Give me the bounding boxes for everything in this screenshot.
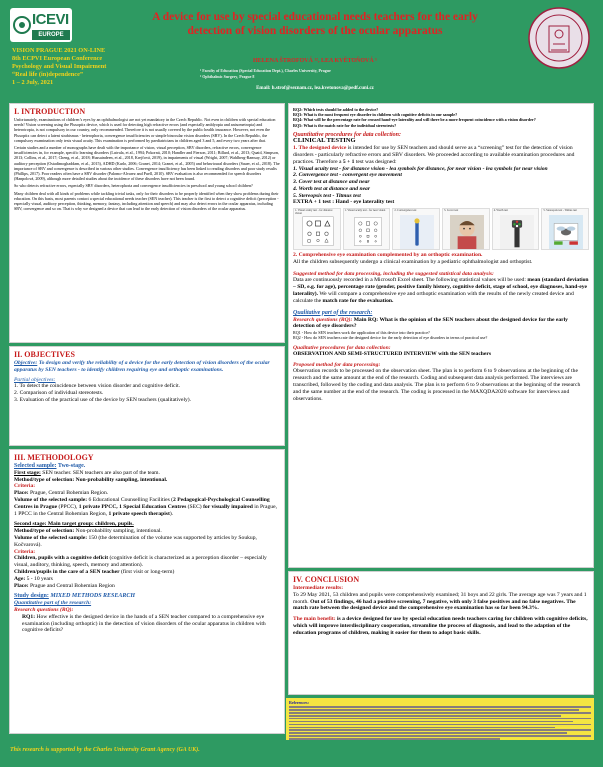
footer-funding: This research is supported by the Charles University Grant Agency (GA UK).: [10, 747, 200, 753]
volume-bold: 2 Pedagogical-Psychological Counselling Centres in Prague: [14, 496, 270, 510]
pen-fixation-target-icon: [397, 215, 437, 249]
methods-heading: Quantitative procedures for data collection:: [293, 131, 401, 138]
reference-line: [289, 706, 591, 708]
conf-line: “Real life (in)dependence”: [12, 71, 84, 78]
reference-line: [289, 724, 591, 726]
poster-title: A device for use by special educational needs teachers for the early detection of vision disorders of the ocular apparatus: [152, 11, 478, 37]
extra-test: EXTRA + 1 test : Hand - eye laterality test: [293, 199, 395, 206]
volume-bold2: 1 private PPCC, 1 Special Education Centres: [78, 503, 187, 510]
image-caption: 4. Worth test: [493, 209, 508, 213]
qual-methods-heading: Qualitative procedures for data collection:: [293, 344, 391, 351]
qual-rq2: RQ2 - How do SEN teachers rate the designed device for the early detection of eye disorders in terms of practical use?: [293, 335, 488, 341]
test-item: 3. Cover test at distance and near: [293, 179, 370, 186]
poster-header: [0, 0, 603, 100]
reference-line: [289, 732, 567, 734]
observation-label: OBSERVATION AND SEMI-STRUCTURED INTERVIEW with the SEN teachers: [293, 351, 492, 358]
comp-exam-text: All the children subsequently undergo a clinical examination by a pediatric ophthalmologist and orthoptist.: [293, 259, 533, 266]
rq4: RQ4: What will be the percentage rate for crossed hand-eye laterality and will there be a more frequent coincidence with a vision disorder?: [293, 117, 536, 123]
intermediate-p1: To 29 May 2021, 53 children and pupils were comprehensively examined; 31 boys and 22 girls. The average age was 7 years and 1 month.: [293, 591, 587, 605]
care-label: Children/pupils in the care of a SEN teacher: [14, 568, 120, 575]
lea-near-card-icon: [348, 215, 388, 249]
selected-sample-label: Selected sample:: [14, 463, 57, 469]
image-stereopsis-test: [541, 208, 589, 250]
conference-info: [12, 47, 137, 87]
volume-bold3: for visually impaired: [203, 503, 253, 510]
reference-line: [289, 729, 591, 731]
device-bold: 5 + 1: [342, 158, 355, 165]
partial-objectives-label: Partial objectives:: [14, 376, 56, 383]
affiliations: [200, 68, 460, 79]
suggested-bold: mean (standard deviation – SD, e.g. for age), percentage rate (gender, positive family history, cognitive deficit, stage of school, eye diagnoses, hand-eye laterality).: [293, 277, 589, 297]
main-benefit-text: is a device designed for use by special education needs teachers caring for children with cognitive deficits, which will improve interdisciplinary cooperation, streamline the process of diagnosis, and lead to the adaption of the education programs of children, making it easier for them to adopt basic skills.: [293, 616, 588, 636]
place-value: Prague, Central Bohemian Region.: [28, 490, 109, 497]
volume-mid: (PPCC),: [57, 503, 79, 510]
image-caption: 5. Stereopsis test - Titmus test: [543, 209, 577, 213]
device-text: is intended for use by SEN teachers and should serve as a “screening” test for the detection of vision disorders - particularly refractive errors and SBV disorders. We proceeded according to available examination procedures and practices. Therefore a: [293, 145, 575, 165]
volume-value: 6 Educational Counselling Facilities (: [87, 496, 174, 503]
age-label: Age:: [14, 575, 26, 582]
children-label: Children, pupils with a cognitive deficit: [14, 555, 109, 562]
partial-objective: 3. Evaluation of the practical use of the device by SEN teachers (qualitatively).: [14, 396, 192, 403]
introduction-section: [9, 103, 285, 343]
device-label: The designed device: [298, 145, 347, 152]
partial-objective: 2. Comparison of individual stereotests.: [14, 390, 104, 397]
rq1-label: RQ1:: [22, 613, 36, 620]
rq2: RQ2: Which tests should be added to the device?: [293, 107, 379, 112]
proposed-text: Observation records to be processed on the observation sheet. The plan is to perform 6 to 9 observations at the beginning of the research and the same amount at the end of the research. Coding and subsequent data analysis performed. The interviews are transcribed, followed by the coding and data analysis. The plan is to perform 6 to 9 observations at the beginning of the research and the same number at the end of the research. The coding is processed in the MAXQDA2020 software for interviews and observations.: [293, 368, 581, 402]
clinical-testing: CLINICAL TESTING: [293, 137, 356, 145]
quant-label: Quantitative part of the research:: [14, 600, 92, 607]
volume-end3: ).: [169, 510, 174, 517]
volume-end2: in Prague, 1 PPCC in the Central Bohemian Region,: [14, 503, 277, 517]
children-value: (cognitive deficit is characterized as a perception disorder – especially visual, auditory, thinking, speech, memory and attention).: [14, 555, 267, 569]
image-visual-acuity-distance: [293, 208, 341, 250]
image-worth-test: [492, 208, 540, 250]
test-item: 2. Convergence test - convergent eye movement: [293, 172, 402, 179]
affiliation-2: ² Ophthalmic Surgery, Prague 8: [200, 73, 255, 79]
first-stage-label: First stage:: [14, 469, 41, 476]
authors: HELENA ŠTROFOVÁ ¹², LEA KVĚTOŇOVÁ ¹: [253, 58, 377, 64]
rq1-value: How effective is the designed device in the hands of a SEN teacher compared to a comprehensive eye examination (including orthoptic) in the detection of vision disorders of the ocular apparatus in children with cognitive deficits?: [22, 613, 266, 634]
reference-line: [289, 718, 591, 720]
suggested-p1: Data are continuously recorded in a Microsoft Excel sheet. The following statistical values will be used:: [293, 277, 528, 284]
conclusion-heading: IV. CONCLUSION: [293, 575, 360, 584]
methodology-section: [9, 449, 285, 734]
reference-line: [289, 715, 561, 717]
university-seal-icon: [527, 6, 591, 70]
suggested-bold2: match rate for the evaluation.: [322, 297, 394, 304]
image-caption: 3. Cover test: [444, 209, 459, 213]
reference-line: [289, 709, 579, 711]
reference-line: [289, 721, 573, 723]
worth-four-dot-flashlight-icon: [497, 215, 537, 249]
study-design-value: MIXED METHODS RESEARCH: [48, 593, 136, 600]
device-end: test was designed:: [354, 158, 397, 165]
second-volume-value: 150 (the determination of the volume was supported by articles by Soukup, Kočvarová).: [14, 534, 257, 548]
methods-continued-section: [288, 103, 594, 568]
reference-line: [289, 738, 500, 740]
care-value: (first visit or long-term): [119, 568, 175, 575]
references-section: [286, 698, 594, 740]
device-num: 1.: [293, 145, 299, 152]
reference-line: [289, 712, 591, 714]
image-cover-test: [442, 208, 490, 250]
main-benefit-label: The main benefit:: [293, 616, 336, 623]
rq5: RQ5: What is the match rate for the individual stereotests?: [293, 122, 397, 128]
volume-end: (SEC): [186, 503, 204, 510]
objectives-section: [9, 346, 285, 446]
intro-paragraph: Certain studies and a number of monographs have dealt with the importance of vision, visual perception, SBV disorders, refractive errors, convergence insufficiencies in, for example, specific learning disorders (Latvala, et al., 1994; Pokorná, 2010; Handler and Fierson, 2011; Billard, et al., 2013; Quaid, Simpson, 2013; Collins, et al., 2017; Cheng, et al., 2018; Hussaindeen, et al., 2018, Krejčová, 2019), in impairments of visual (Wright, 2007; Wahlberg-Ramsay, 2012) or auditory perception (Ostadimoghaddam, et al., 2015), ADHD (Karlo, 2006; Granet, 2014; Granet, et al., 2005) and behavioural disorders (Sauer, et al., 2018). The importance of SBV and convergence is described in various other studies. Convergence insufficiency has been linked to reading disorders and poor study results (Phillips, 2017). Poor readers often have a SBV disorder (Palomo-Alvarez and Puell, 2010). SBV evaluation is also recommended for speech disorders (Hanpolová, 2009), although more detailed studies about the incidence of these disorders have not been found.: [14, 145, 280, 182]
suggested-p2: We will compare a comprehensive eye and orthoptic examination with the results of the newly created device and calculate the: [293, 290, 574, 304]
place2-label: Place:: [14, 582, 29, 589]
conf-line: VISION PRAGUE 2021 ON-LINE: [12, 47, 106, 54]
test-images: [293, 208, 589, 250]
study-design-label: Study design:: [14, 593, 49, 600]
first-stage-value: SEN teacher. SEN teachers are also part of the team.: [40, 469, 160, 476]
conf-line: 1 – 2 July, 2021: [12, 79, 54, 86]
image-convergence-test: [392, 208, 440, 250]
second-method-value: Non-probability sampling, intentional.: [74, 528, 162, 535]
rq3: RQ3: What is the most frequent eye disorder in children with cognitive deficits in our sample?: [293, 112, 458, 118]
logo-text: ICEVI: [32, 11, 69, 28]
icevi-logo: [10, 8, 72, 42]
selected-sample-value: Two-stage.: [56, 463, 86, 469]
volume-label: Volume of the selected sample:: [14, 496, 88, 503]
criteria2-label: Criteria:: [14, 548, 36, 555]
suggested-heading: Suggested method for data processing, including the suggested statistical data analysis:: [293, 270, 494, 277]
intro-paragraph: Many children deal with all kinds of problems while tackling trivial tasks, only for their disorders to be properly identified when they show problems during their education. On this basis, most parents contact a special educational needs teacher (SEN teacher). This teacher is the first to detect a cognitive deficit (perception - especially visual, auditory perception, thinking, memory, fantasy, including attention and speech) and may also detect errors in the ocular apparatus, including SBV, convergence and so on. That is why we designed a device that can lead to the early detection of vision disorders of the ocular apparatus.: [14, 190, 279, 212]
image-caption: 2. Convergence test: [394, 209, 417, 213]
reference-line: [289, 735, 591, 737]
rq-label: Research questions (RQ):: [14, 606, 74, 613]
conf-line: Psychology and Visual Impairment: [12, 63, 107, 70]
image-visual-acuity-near: [343, 208, 391, 250]
test-item: 5. Stereopsis test - Titmus test: [293, 192, 361, 199]
lea-symbols-chart-icon: [298, 215, 338, 249]
objective: [14, 360, 280, 374]
place-label: Place:: [14, 490, 29, 497]
age-value: 5 - 10 years: [25, 575, 53, 582]
affiliation-1: ¹ Faculty of Education (Special Education Dept.), Charles University, Prague: [200, 68, 331, 73]
image-caption: 1. Visual acuity test - for near vision: [344, 209, 386, 213]
test-item: 4. Worth test at distance and near: [293, 185, 371, 192]
qual-rq1: RQ1 - How do SEN teachers work the application of this device into their practice?: [293, 330, 430, 336]
eye-logo-icon: [13, 12, 31, 38]
proposed-heading: Proposed method for data processing:: [293, 361, 381, 368]
partial-objective: 1. To detect the coincidence between vision disorder and cognitive deficit.: [14, 383, 181, 390]
intermediate-label: Intermediate results:: [293, 585, 344, 591]
titmus-fly-glasses-icon: [546, 215, 586, 249]
volume-bold4: 1 private speech therapist: [108, 510, 170, 517]
introduction-heading: I. INTRODUCTION: [14, 107, 86, 116]
conclusion-section: [288, 571, 594, 695]
qual-rq-value: Main RQ: What is the opinion of the SEN teachers about the designed device for the early detection of eye disorders?: [293, 316, 568, 330]
intermediate-bold: Out of 53 findings, 46 had a positive screening, 7 negative, with only 3 false positives and no false negatives. The match rate between the designed device and the comprehensive eye examination has so far been 94.3%.: [293, 598, 576, 612]
methodology-heading: III. METHODOLOGY: [14, 453, 94, 462]
criteria-label: Criteria:: [14, 483, 36, 490]
second-stage-label: Second stage: Main target group: children, pupils.: [14, 521, 134, 528]
objectives-heading: II. OBJECTIVES: [14, 350, 75, 359]
child-cover-test-icon: [447, 215, 487, 249]
image-caption: 1. Visual acuity test - for distance vision: [295, 209, 333, 216]
qual-heading: Qualitative part of the research:: [293, 309, 373, 316]
objective-label: Objective:: [14, 360, 38, 366]
conf-line: 8th ECPVI European Conference: [12, 55, 103, 62]
method-label: Method/type of selection: Non-probability sampling, intentional.: [14, 476, 168, 483]
email: Email: h.strof@seznam.cz, lea.kvetonova@pedf.cuni.cz: [256, 86, 374, 91]
second-volume-label: Volume of the selected sample:: [14, 534, 88, 541]
place2-value: Prague and Central Bohemian Region: [28, 582, 115, 589]
reference-line: [289, 727, 555, 729]
comp-exam-label: 2. Comprehensive eye examination complemented by an orthoptic examination.: [293, 252, 483, 259]
qual-rq-label: Research questions (RQ):: [293, 316, 353, 323]
test-item: 1. Visual acuity test - for distance vision - lea symbols for distance, for near vision - lea symbols for near vision: [293, 165, 548, 172]
intro-paragraph: So who detects refractive errors, especially SBV disorders, heterophoria and convergence insufficiencies in preschool and young school children?: [14, 183, 253, 189]
intro-paragraph: Unfortunately, examinations of children’s eyes by an ophthalmologist are not yet mandatory in the Czech Republic. Not even in children with special education needs! Vision screening using the Plusoptix device, which is used for detecting high refractive errors (and especially amblyopia and anisometropia) and heterotropia, is not compulsory in our country, only recommended. Therefore it is not usually covered by the public health insurance. However, not even the Plusoptix can detect a latent strabismus - heterophoria, convergence insufficiencies or simple binocular vision disorders (SBV). In the Czech Republic, the compulsory examination only tests visual acuity. This examination is performed by paediatricians in children aged 3 and 5, and every two years after that.: [14, 117, 276, 143]
objective-text: To design and verify the reliability of a device for the early detection of vision disorders of the ocular apparatus by SEN teachers - to identify children requiring eye and orthoptic examinations.: [14, 360, 270, 373]
logo-sub: EUROPE: [32, 30, 70, 40]
references-title: References:: [289, 700, 309, 705]
second-method-label: Method/type of selection:: [14, 528, 75, 535]
